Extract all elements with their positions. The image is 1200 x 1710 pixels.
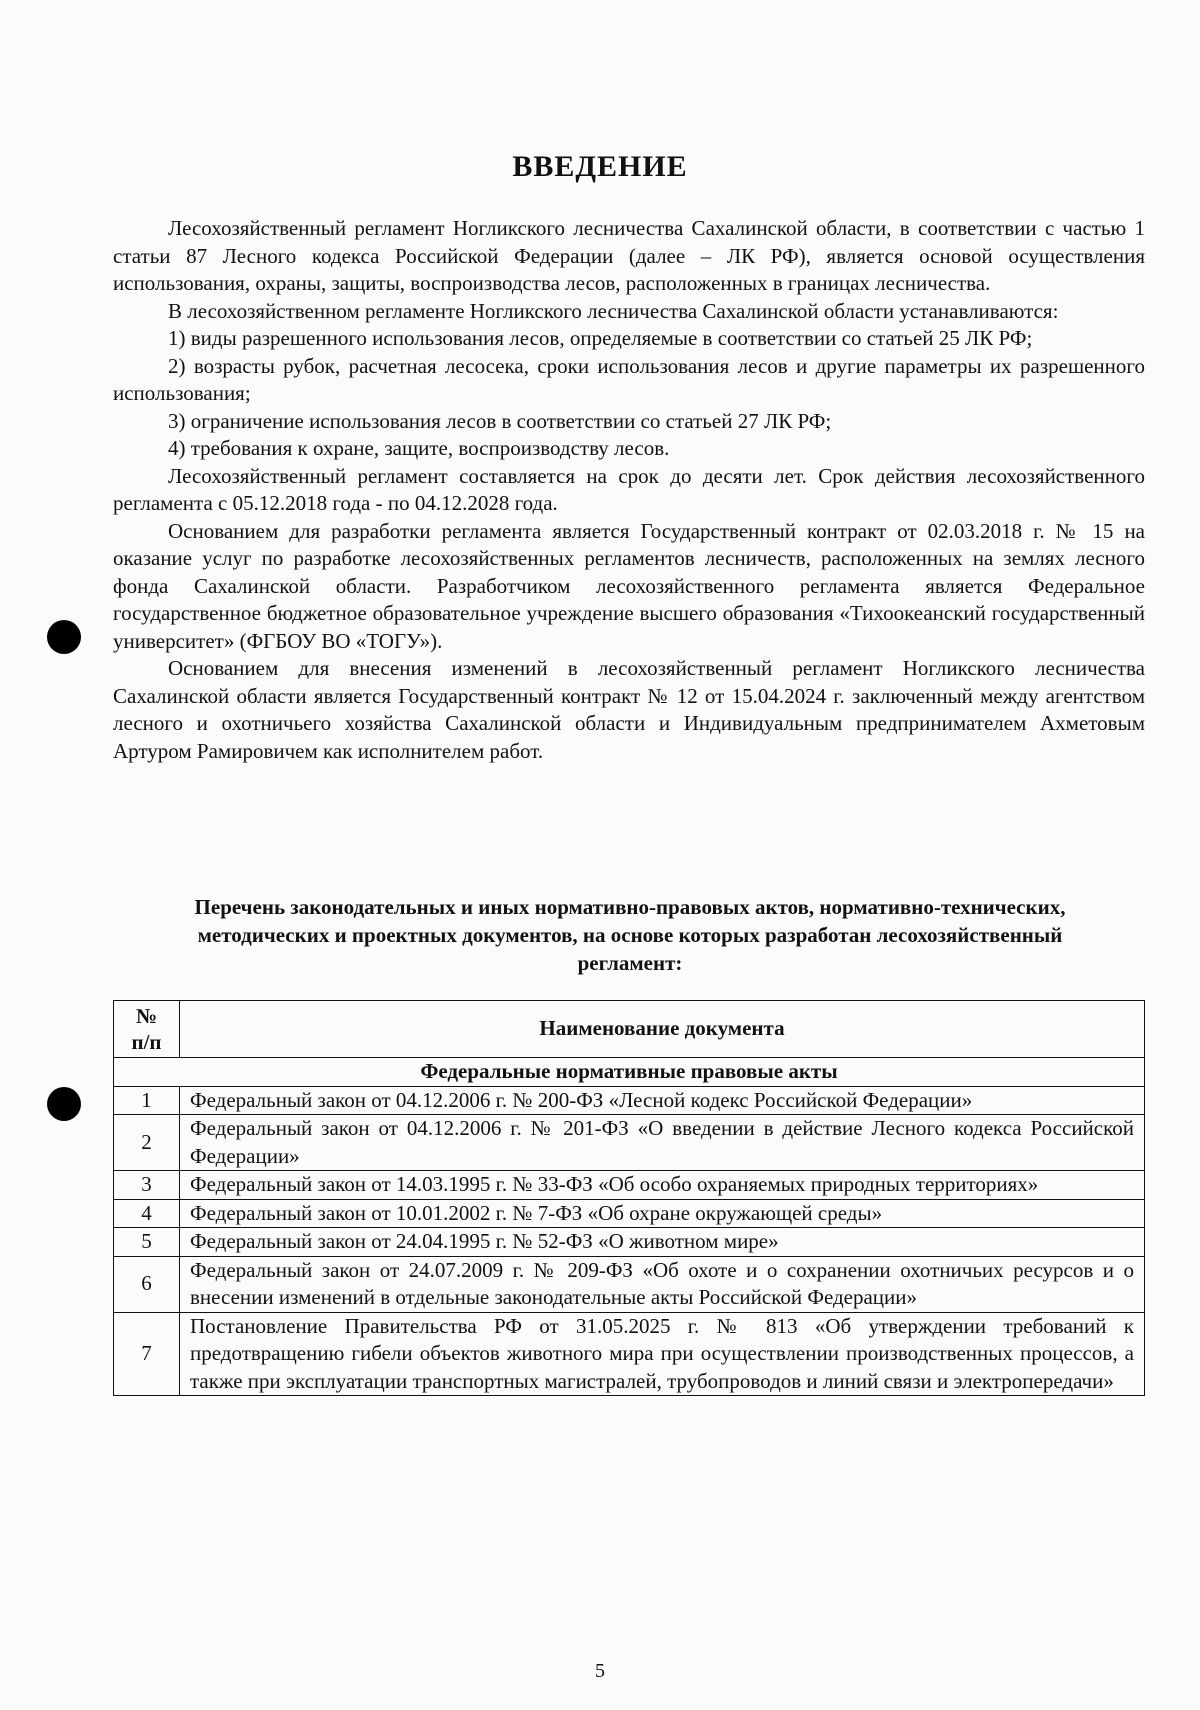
column-header-number (114, 1001, 180, 1058)
row-number: 2 (114, 1115, 180, 1171)
punch-hole-mark (47, 620, 81, 654)
documents-list-heading: Перечень законодательных и иных нормативно-правовых актов, нормативно-технических, методических и проектных документов, на основе которых разработан лесохозяйственный регламент: (194, 895, 1066, 975)
header-num-abbr: п/п (131, 1030, 162, 1054)
table-row (114, 1171, 1145, 1200)
header-num-symbol: № (135, 1004, 158, 1028)
documents-table (113, 1000, 1145, 1396)
section-title: Федеральные нормативные правовые акты (114, 1058, 1145, 1087)
table-row (114, 1312, 1145, 1396)
document-name: Федеральный закон от 10.01.2002 г. № 7-ФЗ «Об охране окружающей среды» (180, 1199, 1145, 1228)
paragraph: Основанием для разработки регламента является Государственный контракт от 02.03.2018 г. № 15 на оказание услуг по разработке лесохозяйственных регламентов лесничеств, расположенных на землях лесного фонда Сахалинской области. Разработчиком лесохозяйственного регламента является Федеральное государственное бюджетное образовательное учреждение высшего образования «Тихоокеанский государственный университет» (ФГБОУ ВО «ТОГУ»). (113, 518, 1145, 653)
table-row (114, 1086, 1145, 1115)
column-header-name: Наименование документа (180, 1001, 1145, 1058)
row-number: 3 (114, 1171, 180, 1200)
document-name: Постановление Правительства РФ от 31.05.2025 г. № 813 «Об утверждении требований к предотвращению гибели объектов животного мира при осуществлении производственных процессов, а также при эксплуатации транспортных магистралей, трубопроводов и линий связи и электропередачи» (180, 1312, 1145, 1396)
paragraph: Лесохозяйственный регламент Ногликского лесничества Сахалинской области, в соответствии с частью 1 статьи 87 Лесного кодекса Российской Федерации (далее – ЛК РФ), является основой осуществления использования, охраны, защиты, воспроизводства лесов, расположенных в границах лесничества. (113, 216, 1145, 295)
paragraph: 3) ограничение использования лесов в соответствии со статьей 27 ЛК РФ; (168, 408, 832, 433)
table-row (114, 1228, 1145, 1257)
paragraph: 1) виды разрешенного использования лесов, определяемые в соответствии со статьей 25 ЛК РФ; (168, 326, 1033, 350)
document-name: Федеральный закон от 04.12.2006 г. № 201-ФЗ «О введении в действие Лесного кодекса Российской Федерации» (180, 1115, 1145, 1171)
paragraph: В лесохозяйственном регламенте Ногликского лесничества Сахалинской области устанавливаются: (168, 298, 1059, 323)
row-number: 4 (114, 1199, 180, 1228)
document-name: Федеральный закон от 24.04.1995 г. № 52-ФЗ «О животном мире» (180, 1228, 1145, 1257)
table-row (114, 1199, 1145, 1228)
document-name: Федеральный закон от 04.12.2006 г. № 200-ФЗ «Лесной кодекс Российской Федерации» (180, 1086, 1145, 1115)
document-name: Федеральный закон от 14.03.1995 г. № 33-ФЗ «Об особо охраняемых природных территориях» (180, 1171, 1145, 1200)
row-number: 6 (114, 1256, 180, 1312)
paragraph: 2) возрасты рубок, расчетная лесосека, сроки использования лесов и другие параметры их разрешенного использования; (113, 353, 1145, 405)
row-number: 7 (114, 1312, 180, 1396)
introduction-text (113, 215, 1145, 765)
row-number: 5 (114, 1228, 180, 1257)
document-name: Федеральный закон от 24.07.2009 г. № 209-ФЗ «Об охоте и о сохранении охотничьих ресурсов и о внесении изменений в отдельные законодательные акты Российской Федерации» (180, 1256, 1145, 1312)
page-title: ВВЕДЕНИЕ (512, 150, 688, 183)
row-number: 1 (114, 1086, 180, 1115)
table-section-row (114, 1058, 1145, 1087)
paragraph: Лесохозяйственный регламент составляется на срок до десяти лет. Срок действия лесохозяйственного регламента с 05.12.2018 года - по 04.12.2028 года. (113, 463, 1145, 515)
table-header-row (114, 1001, 1145, 1058)
paragraph: 4) требования к охране, защите, воспроизводству лесов. (168, 436, 670, 460)
table-row (114, 1256, 1145, 1312)
page-number: 5 (595, 1660, 605, 1682)
paragraph: Основанием для внесения изменений в лесохозяйственный регламент Ногликского лесничества Сахалинской области является Государственный контракт № 12 от 15.04.2024 г. заключенный между агентством лесного и охотничьего хозяйства Сахалинской области и Индивидуальным предпринимателем Ахметовым Артуром Рамировичем как исполнителем работ. (113, 656, 1145, 763)
table-row (114, 1115, 1145, 1171)
punch-hole-mark (47, 1087, 81, 1121)
